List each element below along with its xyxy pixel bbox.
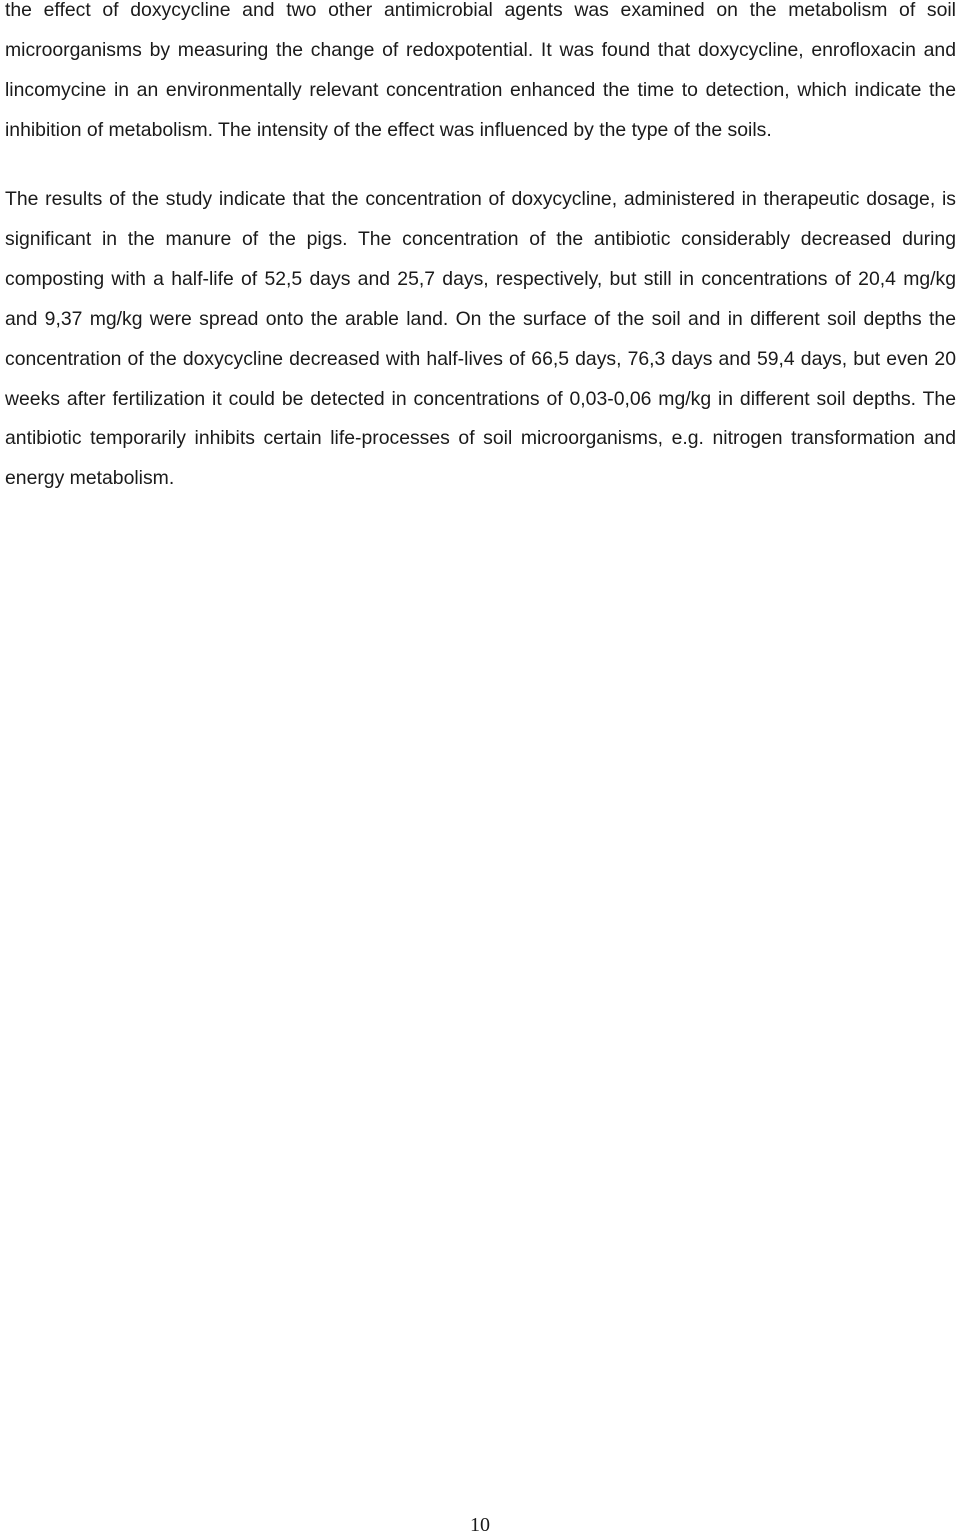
page-body [5,0,956,499]
page-number: 10 [470,1514,490,1536]
paragraph-study-results: The results of the study indicate that the concentration of doxycycline, administered in therapeutic dosage, is significant in the manure of the pigs. The concentration of the antibiotic considerably decreased during composting with a half-life of 52,5 days and 25,7 days, respectively, but still in concentrations of 20,4 mg/kg and 9,37 mg/kg were spread onto the arable land. On the surface of the soil and in different soil depths the concentration of the doxycycline decreased with half-lives of 66,5 days, 76,3 days and 59,4 days, but even 20 weeks after fertilization it could be detected in concentrations of 0,03-0,06 mg/kg in different soil depths. The antibiotic temporarily inhibits certain life-processes of soil microorganisms, e.g. nitrogen transformation and energy metabolism. [5,188,956,490]
paragraph-soil-metabolism: the effect of doxycycline and two other antimicrobial agents was examined on the metabolism of soil microorganisms by measuring the change of redoxpotential. It was found that doxycycline, enrofloxacin and lincomycine in an environmentally relevant concentration enhanced the time to detection, which indicate the inhibition of metabolism. The intensity of the effect was influenced by the type of the soils. [5,0,956,141]
